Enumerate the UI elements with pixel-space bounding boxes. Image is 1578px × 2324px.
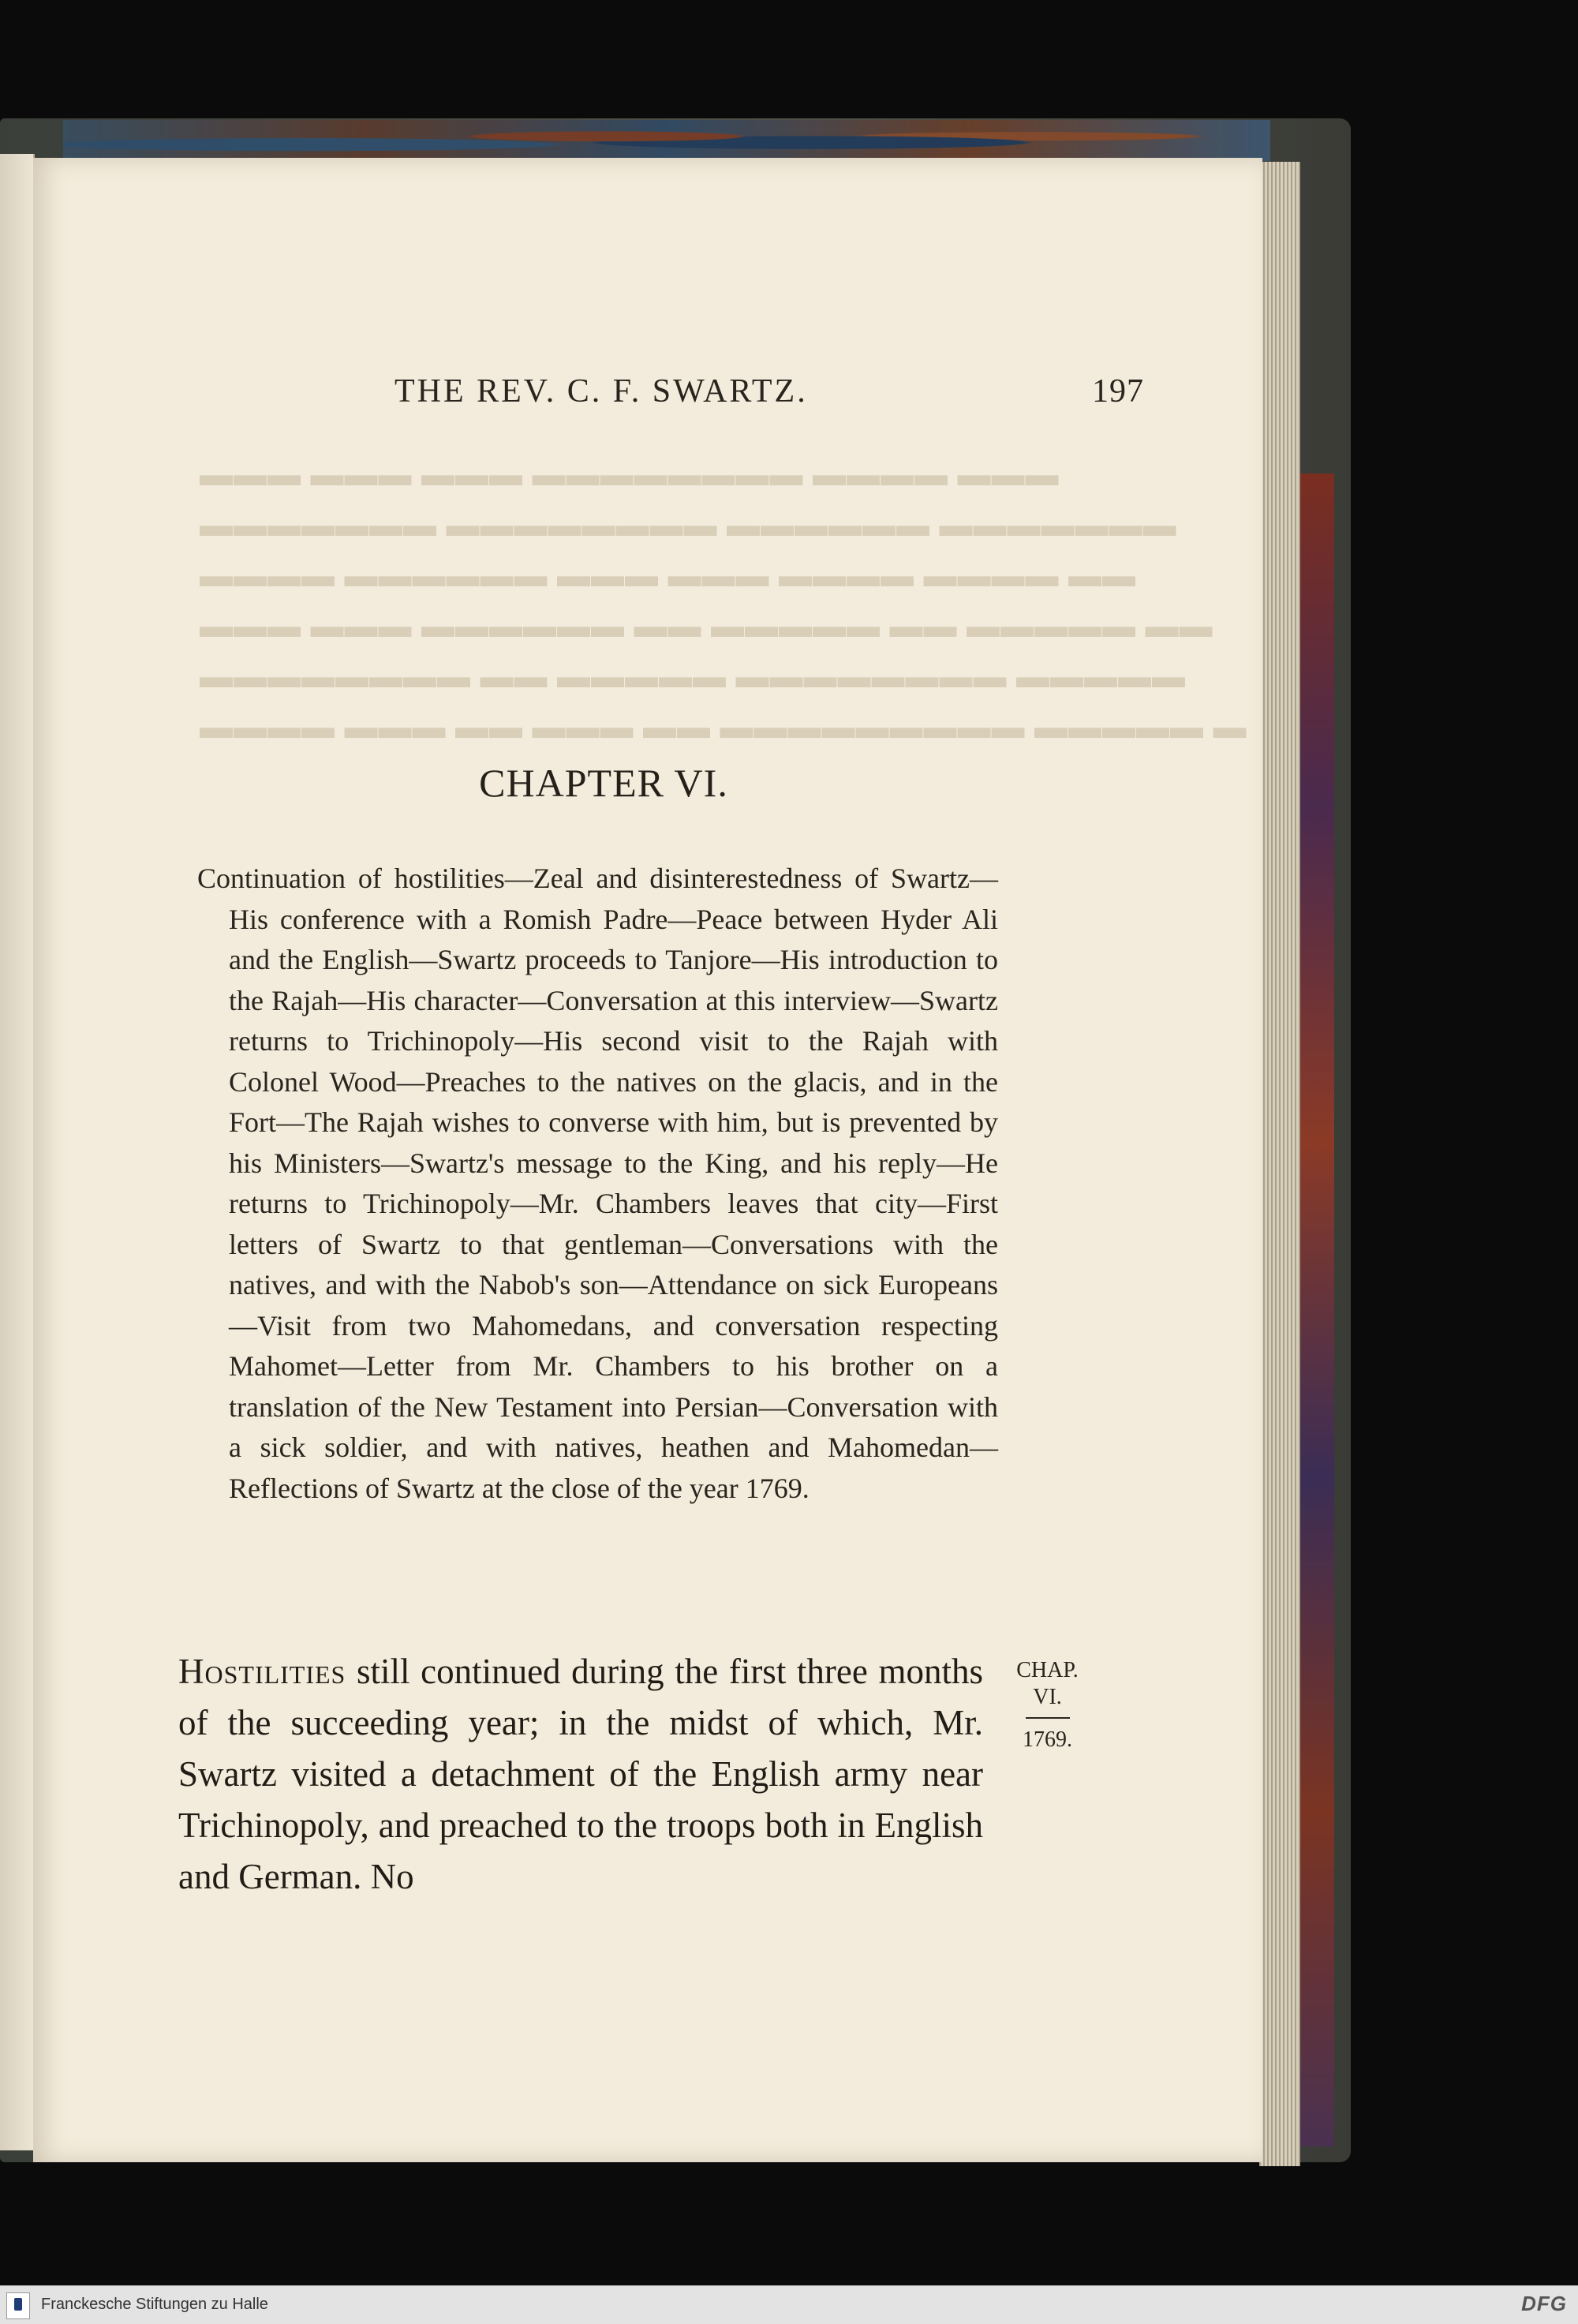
institution-name: Franckesche Stiftungen zu Halle xyxy=(41,2296,268,2313)
show-through-text: ▬▬▬▬▬ ▬▬▬▬▬▬▬▬ ▬▬▬▬▬ ▬▬ ▬▬▬▬▬▬▬▬ xyxy=(199,659,1185,695)
running-head xyxy=(394,372,1144,420)
marginal-rule xyxy=(1026,1717,1070,1719)
show-through-text: ▬▬▬▬▬▬▬ ▬▬▬▬▬▬ ▬▬▬▬▬▬▬▬ ▬▬▬▬▬▬▬ xyxy=(199,507,1176,544)
show-through-text: ▬▬▬ ▬▬▬▬ ▬▬▬▬▬▬▬▬ ▬▬▬ ▬▬▬ ▬▬▬ xyxy=(199,457,1059,493)
marginal-chap: CHAP. xyxy=(1016,1658,1079,1682)
viewer-footer xyxy=(0,2285,1578,2324)
chapter-argument: Continuation of hostilities—Zeal and disinterestedness of Swartz—His conference with a Romish Padre—Peace between Hyder Ali and the English—Swartz proceeds to Tanjore—His introduction to the Rajah—His character—Conversation at this interview—Swartz returns to Trichinopoly—His second visit to the Rajah with Colonel Wood—Preaches to the natives on the glacis, and in the Fort—The Rajah wishes to converse with him, but is prevented by his Ministers—Swartz's message to the King, and his reply—He returns to Trichinopoly—Mr. Chambers leaves that city—First letters of Swartz to that gentleman—Conversations with the natives, and with the Nabob's son—Attendance on sick Europeans—Visit from two Mahomedans, and conversation respecting Mahomet—Letter from Mr. Chambers to his brother on a translation of the New Testament into Persian—Conversation with a sick soldier, and with natives, heathen and Mahomedan—Reflections of Swartz at the close of the year 1769. xyxy=(197,863,998,1504)
page-number: 197 xyxy=(1092,373,1144,410)
show-through-text: ▬▬ ▬▬▬▬ ▬▬▬▬ ▬▬▬ ▬▬▬ ▬▬▬▬▬▬ ▬▬▬▬ xyxy=(199,558,1135,594)
marbled-edge-top xyxy=(63,120,1270,161)
institution-logo-icon xyxy=(6,2292,30,2319)
body-paragraph xyxy=(178,1646,983,1903)
lead-word: Hostilities xyxy=(178,1652,346,1691)
body-text: still continued during the first three months of the succeeding year; in the midst of which, Mr. Swartz visited a detachment of the English army near Trichinopoly, and preached to the troops both in English and German. No xyxy=(178,1652,983,1896)
chapter-heading: CHAPTER VI. xyxy=(479,761,728,805)
marginal-chapter-number: VI. xyxy=(1033,1685,1062,1709)
page-block-edges xyxy=(1259,162,1300,2166)
running-title: THE REV. C. F. SWARTZ. xyxy=(394,373,808,410)
show-through-text: ▬▬ ▬▬▬▬▬ ▬▬ ▬▬▬▬▬ ▬▬ ▬▬▬▬▬▬ ▬▬▬ ▬▬▬ xyxy=(199,608,1213,645)
marginal-note xyxy=(1002,1657,1093,1753)
previous-page-edge xyxy=(0,154,35,2150)
dfg-logo: DFG xyxy=(1521,2292,1567,2315)
show-through-text: ▬ ▬▬▬▬▬ ▬▬▬▬▬▬▬▬▬ ▬▬ ▬▬▬ ▬▬ ▬▬▬ ▬▬▬▬ xyxy=(199,709,1247,746)
marginal-year: 1769. xyxy=(1023,1727,1072,1752)
marbled-edge-right xyxy=(1298,473,1334,2146)
